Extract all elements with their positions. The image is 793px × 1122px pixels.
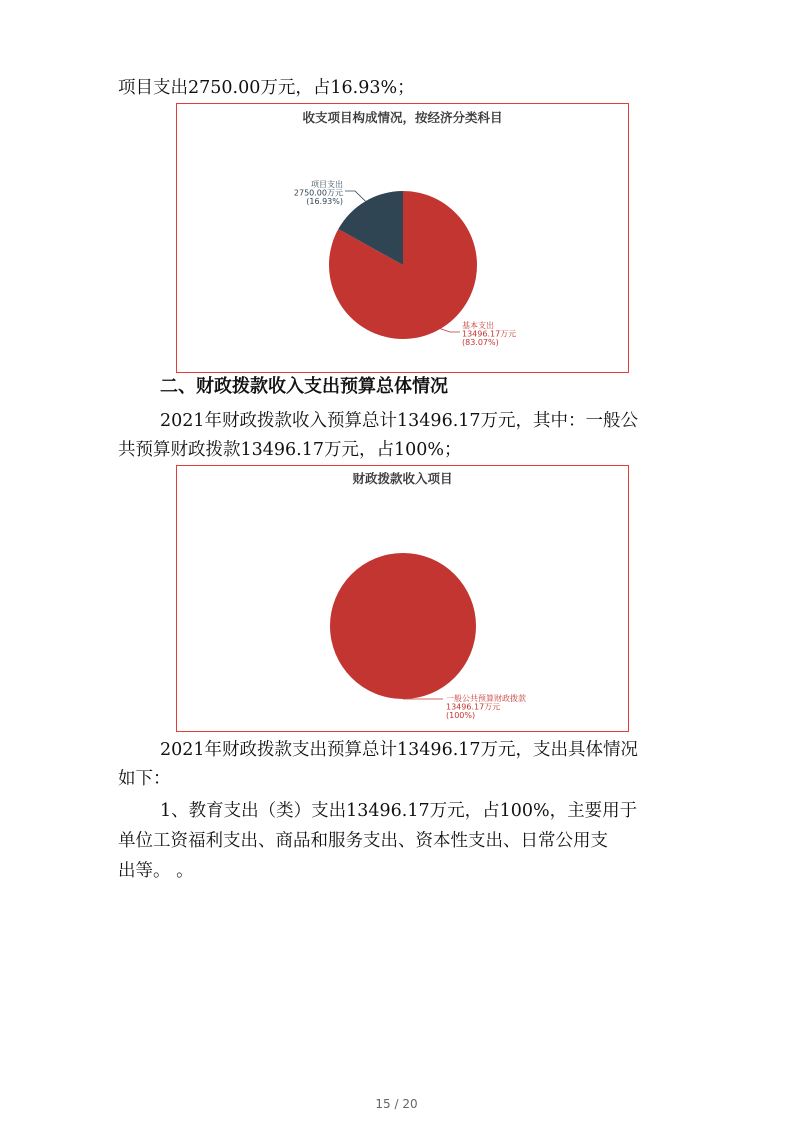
pie-slice-label: 项目支出 (311, 180, 343, 189)
paragraph-line: 1、教育支出（类）支出13496.17万元，占100%，主要用于 (160, 801, 638, 821)
page-number: 15 / 20 (375, 1097, 418, 1111)
pie-slice-label: (16.93%) (306, 197, 343, 206)
paragraph-line: 如下： (118, 769, 171, 789)
pie-label-line (441, 329, 460, 332)
paragraph-line: 2021年财政拨款收入预算总计13496.17万元，其中：一般公 (160, 411, 639, 431)
pie-chart-svg (177, 466, 630, 733)
text-line-project-expense: 项目支出2750.00万元，占16.93%； (118, 78, 415, 98)
paragraph-line: 共预算财政拨款13496.17万元，占100%； (118, 440, 462, 460)
pie-chart-svg (177, 104, 630, 374)
chart-fiscal-income (176, 465, 629, 732)
pie-slice-label: 一般公共预算财政拨款 (446, 694, 526, 703)
pie-slice-label: 13496.17万元 (462, 329, 517, 339)
chart-expense-composition (176, 103, 629, 373)
pie-label-line (345, 191, 365, 201)
chart-title: 收支项目构成情况，按经济分类科目 (302, 110, 503, 125)
pie-slice-label: 13496.17万元 (446, 702, 501, 712)
paragraph-line: 2021年财政拨款支出预算总计13496.17万元，支出具体情况 (160, 740, 639, 760)
pie-slice-label: (83.07%) (462, 338, 499, 347)
paragraph-line: 单位工资福利支出、商品和服务支出、资本性支出、日常公用支 (118, 831, 608, 851)
pie-slice-label: (100%) (446, 711, 476, 720)
section-heading: 二、财政拨款收入支出预算总体情况 (160, 376, 448, 397)
pie-slice-label: 基本支出 (462, 321, 494, 330)
pie-slice-label: 2750.00万元 (293, 188, 343, 198)
chart-title: 财政拨款收入项目 (352, 471, 453, 486)
pie-slice (330, 553, 476, 699)
paragraph-line: 出等。 。 (118, 861, 194, 881)
